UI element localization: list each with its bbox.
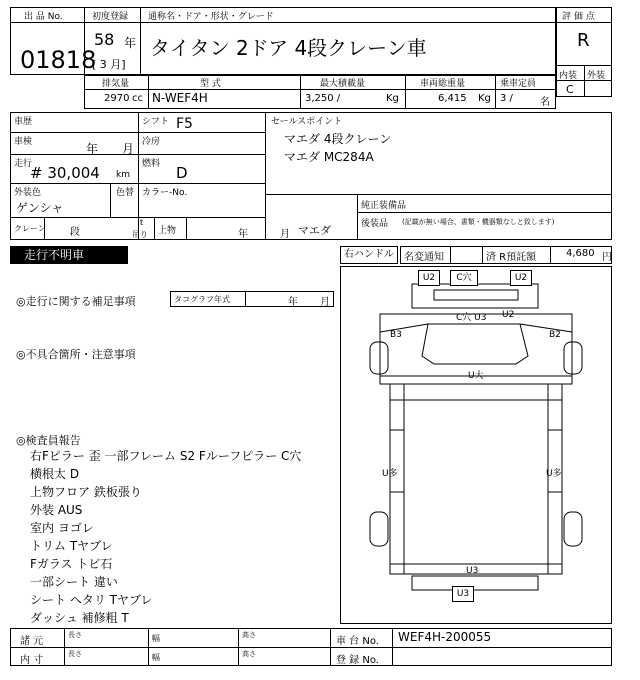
- shift-label: シフト: [142, 117, 170, 127]
- model-value: N-WEF4H: [152, 91, 208, 105]
- inspector-line: ダッシュ 補修粗 T: [30, 611, 129, 625]
- inspector-line: 一部シート 違い: [30, 575, 118, 589]
- diag-label-c-hole: C穴: [450, 270, 478, 286]
- dims-label: 諸 元: [20, 636, 44, 647]
- interior-value: C: [566, 83, 574, 96]
- details-vline-3: [357, 194, 358, 240]
- height-label: 高さ: [242, 631, 256, 639]
- interior-dims-label: 内 寸: [20, 655, 44, 666]
- details-h-right-0: [265, 194, 357, 195]
- header-vline-2: [140, 7, 141, 75]
- details-vline-body-2: [186, 217, 187, 240]
- registry-value: 4,680: [566, 248, 595, 259]
- chassis-label: 車 台 No.: [336, 636, 379, 647]
- inspector-line: シート ヘタリ Tヤブレ: [30, 593, 153, 607]
- outline: [380, 376, 390, 384]
- cab-body: [380, 314, 572, 376]
- color-label: 外装色: [14, 188, 42, 198]
- defect-label: ◎不具合箇所・注意事項: [16, 348, 136, 361]
- details-h-right-2: [357, 212, 612, 213]
- driving-note-label: ◎走行に関する補足事項: [16, 295, 136, 308]
- status-vline-3: [550, 246, 551, 264]
- inspector-line: 横根太 D: [30, 467, 80, 481]
- year-value: 58: [94, 30, 115, 49]
- footer-vline-2: [148, 628, 149, 666]
- ac-label: 冷房: [142, 137, 161, 147]
- inspection-month: 月: [122, 142, 135, 156]
- status-vline-1: [450, 246, 451, 264]
- body-month: 月: [280, 229, 290, 240]
- diag-label-u2: U2: [502, 310, 515, 320]
- mileage-label: 走行: [14, 159, 33, 169]
- deck-inner: [404, 400, 548, 564]
- gross-unit: Kg: [478, 93, 491, 104]
- rear-right-wheel: [564, 512, 582, 546]
- year-unit: 年: [124, 36, 137, 50]
- crane-ton: t: [140, 218, 144, 227]
- details-h-4: [10, 217, 265, 218]
- gross-value: 6,415: [438, 93, 467, 104]
- length-label-2: 長さ: [68, 650, 82, 658]
- rating-value: R: [577, 30, 590, 51]
- history-label: 車歴: [14, 117, 33, 127]
- inspector-line: トリム Tヤブレ: [30, 539, 113, 553]
- registration-label: 登 録 No.: [336, 655, 379, 666]
- diag-label-b2: B2: [549, 330, 561, 340]
- rating-divider: [556, 22, 612, 23]
- specs-vline-3: [405, 75, 406, 109]
- inspector-line: 右Fピラー 歪 一部フレーム S2 Fルーフピラー C穴: [30, 449, 302, 463]
- inspector-line: 室内 ヨゴレ: [30, 521, 94, 535]
- month-value: [ 3 月]: [92, 58, 126, 71]
- genuine-label: 純正装備品: [361, 201, 407, 211]
- details-vline-2: [265, 112, 266, 240]
- width-label: 幅: [152, 634, 160, 643]
- details-h-1: [10, 132, 265, 133]
- color-no-label: 色替: [116, 188, 135, 198]
- tailgate: [412, 576, 538, 590]
- diag-label-u2: U2: [510, 270, 532, 286]
- cab-line: [380, 324, 428, 332]
- tachograph-year: 年: [288, 297, 298, 308]
- outline: [562, 376, 572, 384]
- load-value: 3,250 /: [305, 93, 341, 104]
- registry-unit: 円: [602, 252, 612, 263]
- footer-vline-4: [330, 628, 331, 666]
- diag-label-u-many: U多: [382, 469, 398, 479]
- cab-roof-inner: [434, 290, 518, 300]
- inspection-year: 年: [86, 142, 99, 156]
- mileage-unit: km: [116, 170, 130, 180]
- fuel-label: 燃料: [142, 159, 161, 169]
- rating-vline: [584, 65, 585, 97]
- specs-vline-4: [495, 75, 496, 109]
- footer-vline-3: [238, 628, 239, 666]
- model-label: 型 式: [200, 79, 221, 89]
- name-change-label: 名変通知: [404, 252, 444, 263]
- mileage-unknown-banner: 走行不明車: [10, 246, 128, 264]
- aftermarket-label: 後装品: [361, 219, 389, 229]
- capacity-label: 乗車定員: [500, 79, 537, 89]
- specs-vline-2: [300, 75, 301, 109]
- gross-label: 車両総重量: [420, 79, 466, 89]
- displacement-unit: cc: [132, 93, 143, 104]
- name-label: 通称名・ドア・形状・グレード: [148, 12, 274, 22]
- shift-value: F5: [176, 116, 193, 132]
- rating-label: 評 価 点: [562, 12, 595, 22]
- capacity-unit: 名: [540, 97, 550, 108]
- diag-label-b3: B3: [390, 330, 402, 340]
- sales-point-label: セールスポイント: [271, 117, 343, 127]
- width-label-2: 幅: [152, 653, 160, 662]
- color-value: ゲンシャ: [16, 201, 64, 215]
- details-vline-body: [154, 217, 155, 240]
- cab-roof: [412, 284, 538, 308]
- crane-tsuri: 吊り: [132, 230, 148, 239]
- inspection-label: 車検: [14, 137, 33, 147]
- cab-line: [520, 324, 572, 332]
- tachograph-label: タコグラフ年式: [174, 295, 230, 304]
- exterior-label: 外装: [587, 71, 606, 81]
- load-label: 最大積載量: [320, 79, 366, 89]
- details-vline-color: [110, 183, 111, 217]
- body-year: 年: [238, 229, 248, 240]
- displacement-label: 排気量: [102, 79, 130, 89]
- first-reg-label: 初度登録: [92, 12, 129, 22]
- tachograph-month: 月: [320, 297, 330, 308]
- details-h-right-1: [357, 194, 612, 195]
- displacement-value: 2970: [104, 93, 130, 104]
- body-maker: マエダ: [298, 224, 331, 237]
- footer-vline-5: [392, 628, 393, 666]
- diag-label-u3: U3: [452, 586, 474, 602]
- steering-box: 右ハンドル: [340, 246, 398, 264]
- length-label: 長さ: [68, 631, 82, 639]
- load-unit: Kg: [386, 93, 399, 104]
- deck: [390, 384, 562, 574]
- diag-label-u2: U2: [418, 270, 440, 286]
- fuel-value: D: [176, 164, 188, 182]
- diag-label-u3: U3: [466, 566, 479, 576]
- aftermarket-note: (記載が無い場合、書類・機器類なしと致します): [402, 218, 555, 226]
- mileage-value: # 30,004: [30, 164, 100, 182]
- crane-label: クレーン: [14, 224, 46, 233]
- footer-vline-1: [64, 628, 65, 666]
- status-vline-2: [482, 246, 483, 264]
- sales-point-1: マエダ 4段クレーン: [284, 132, 392, 146]
- specs-divider: [84, 89, 556, 90]
- specs-vline-1: [148, 75, 149, 109]
- diag-label-c-hole-u3: C穴 U3: [456, 313, 487, 323]
- footer-divider: [10, 647, 612, 648]
- inspector-line: 上物フロア 鉄板張り: [30, 485, 142, 499]
- color-code-label: カラー-No.: [142, 188, 188, 198]
- rear-left-wheel: [370, 512, 388, 546]
- vehicle-name: タイタン 2ドア 4段クレーン車: [150, 36, 427, 60]
- inspector-line: 外装 AUS: [30, 503, 83, 517]
- registry-label: 済 R預託額: [486, 252, 537, 263]
- crane-dan: 段: [70, 227, 80, 238]
- diag-label-u-large: U大: [468, 371, 484, 381]
- details-h-3: [10, 183, 265, 184]
- front-right-wheel: [564, 342, 582, 374]
- tachograph-vline: [245, 291, 246, 307]
- height-label-2: 高さ: [242, 650, 256, 658]
- lot-label: 出 品 No.: [24, 12, 63, 22]
- chassis-value: WEF4H-200055: [398, 630, 492, 644]
- lot-number: 01818: [20, 46, 97, 74]
- interior-label: 内装: [559, 71, 578, 81]
- inspector-line: Fガラス トビ石: [30, 557, 113, 571]
- details-h-2: [10, 154, 265, 155]
- inspector-label: ◎検査員報告: [16, 434, 81, 447]
- body-label: 上物: [158, 226, 177, 236]
- sales-point-2: マエダ MC284A: [284, 150, 374, 164]
- front-left-wheel: [370, 342, 388, 374]
- capacity-value: 3 /: [500, 93, 513, 104]
- header-divider: [10, 22, 556, 23]
- diag-label-u-many: U多: [546, 469, 562, 479]
- windshield: [422, 324, 528, 364]
